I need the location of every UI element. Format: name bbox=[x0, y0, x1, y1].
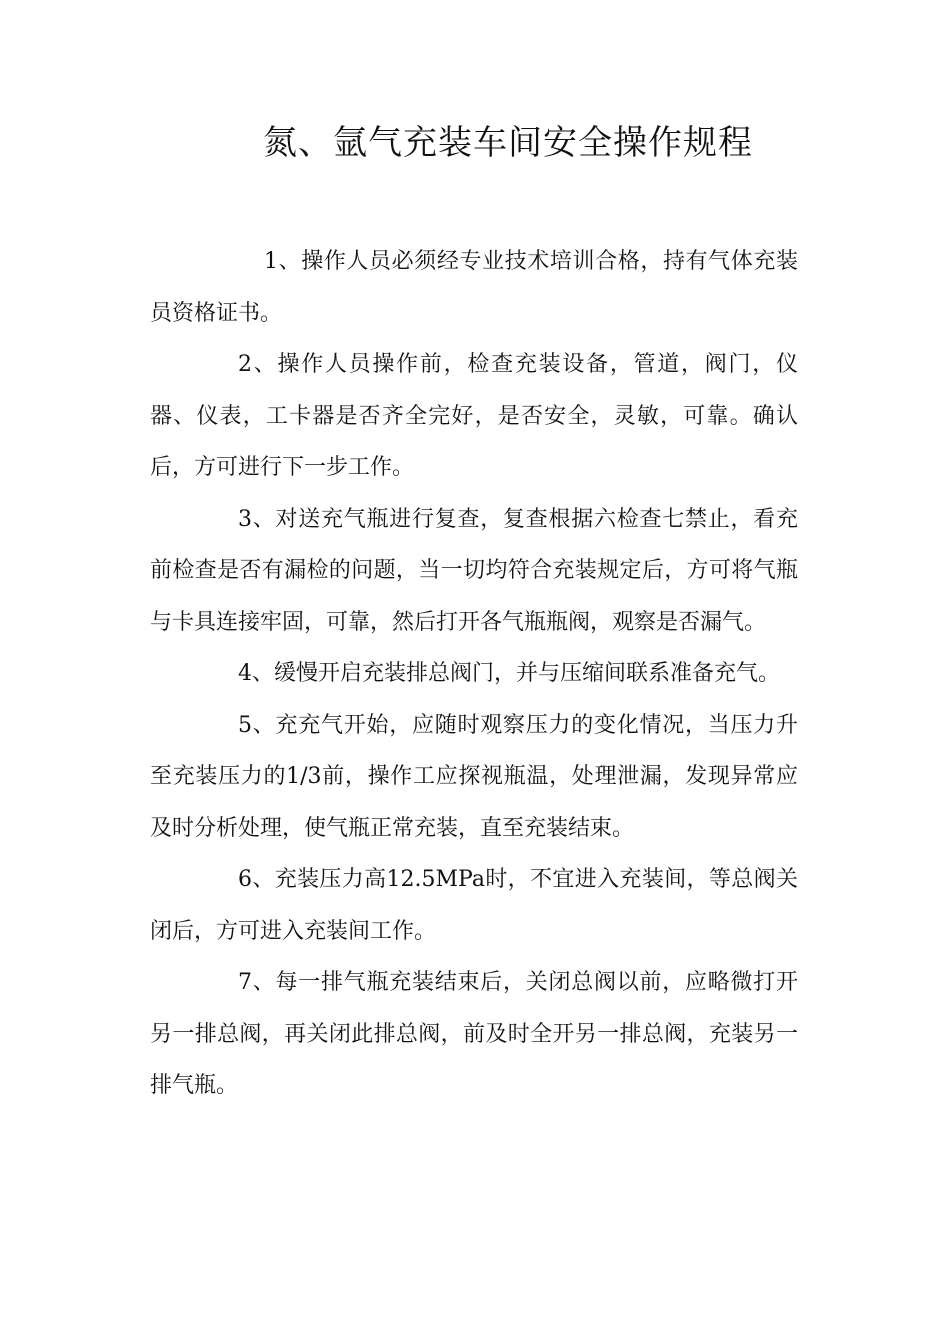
paragraph-6: 6、充装压力高12.5MPa时，不宜进入充装间，等总阀关闭后，方可进入充装间工作。 bbox=[150, 867, 798, 944]
document-title: 氮、氩气充装车间安全操作规程 bbox=[263, 123, 753, 163]
paragraph-2: 2、操作人员操作前，检查充装设备，管道，阀门，仪器、仪表，工卡器是否齐全完好，是否安全，灵敏，可靠。确认后，方可进行下一步工作。 bbox=[150, 352, 798, 480]
paragraph-1: 1、操作人员必须经专业技术培训合格，持有气体充装员资格证书。 bbox=[150, 249, 798, 326]
paragraph-4: 4、缓慢开启充装排总阀门，并与压缩间联系准备充气。 bbox=[238, 661, 780, 686]
document-body bbox=[150, 236, 798, 1112]
paragraph-3: 3、对送充气瓶进行复查，复查根据六检查七禁止，看充前检查是否有漏检的问题，当一切均符合充装规定后，方可将气瓶与卡具连接牢固，可靠，然后打开各气瓶瓶阀，观察是否漏气。 bbox=[150, 506, 798, 635]
paragraph-5: 5、充充气开始，应随时观察压力的变化情况，当压力升至充装压力的1/3前，操作工应探视瓶温，处理泄漏，发现异常应及时分析处理，使气瓶正常充装，直至充装结束。 bbox=[150, 712, 798, 841]
paragraph-7: 7、每一排气瓶充装结束后，关闭总阀以前，应略微打开另一排总阀，再关闭此排总阀，前及时全开另一排总阀，充装另一排气瓶。 bbox=[150, 970, 798, 1098]
